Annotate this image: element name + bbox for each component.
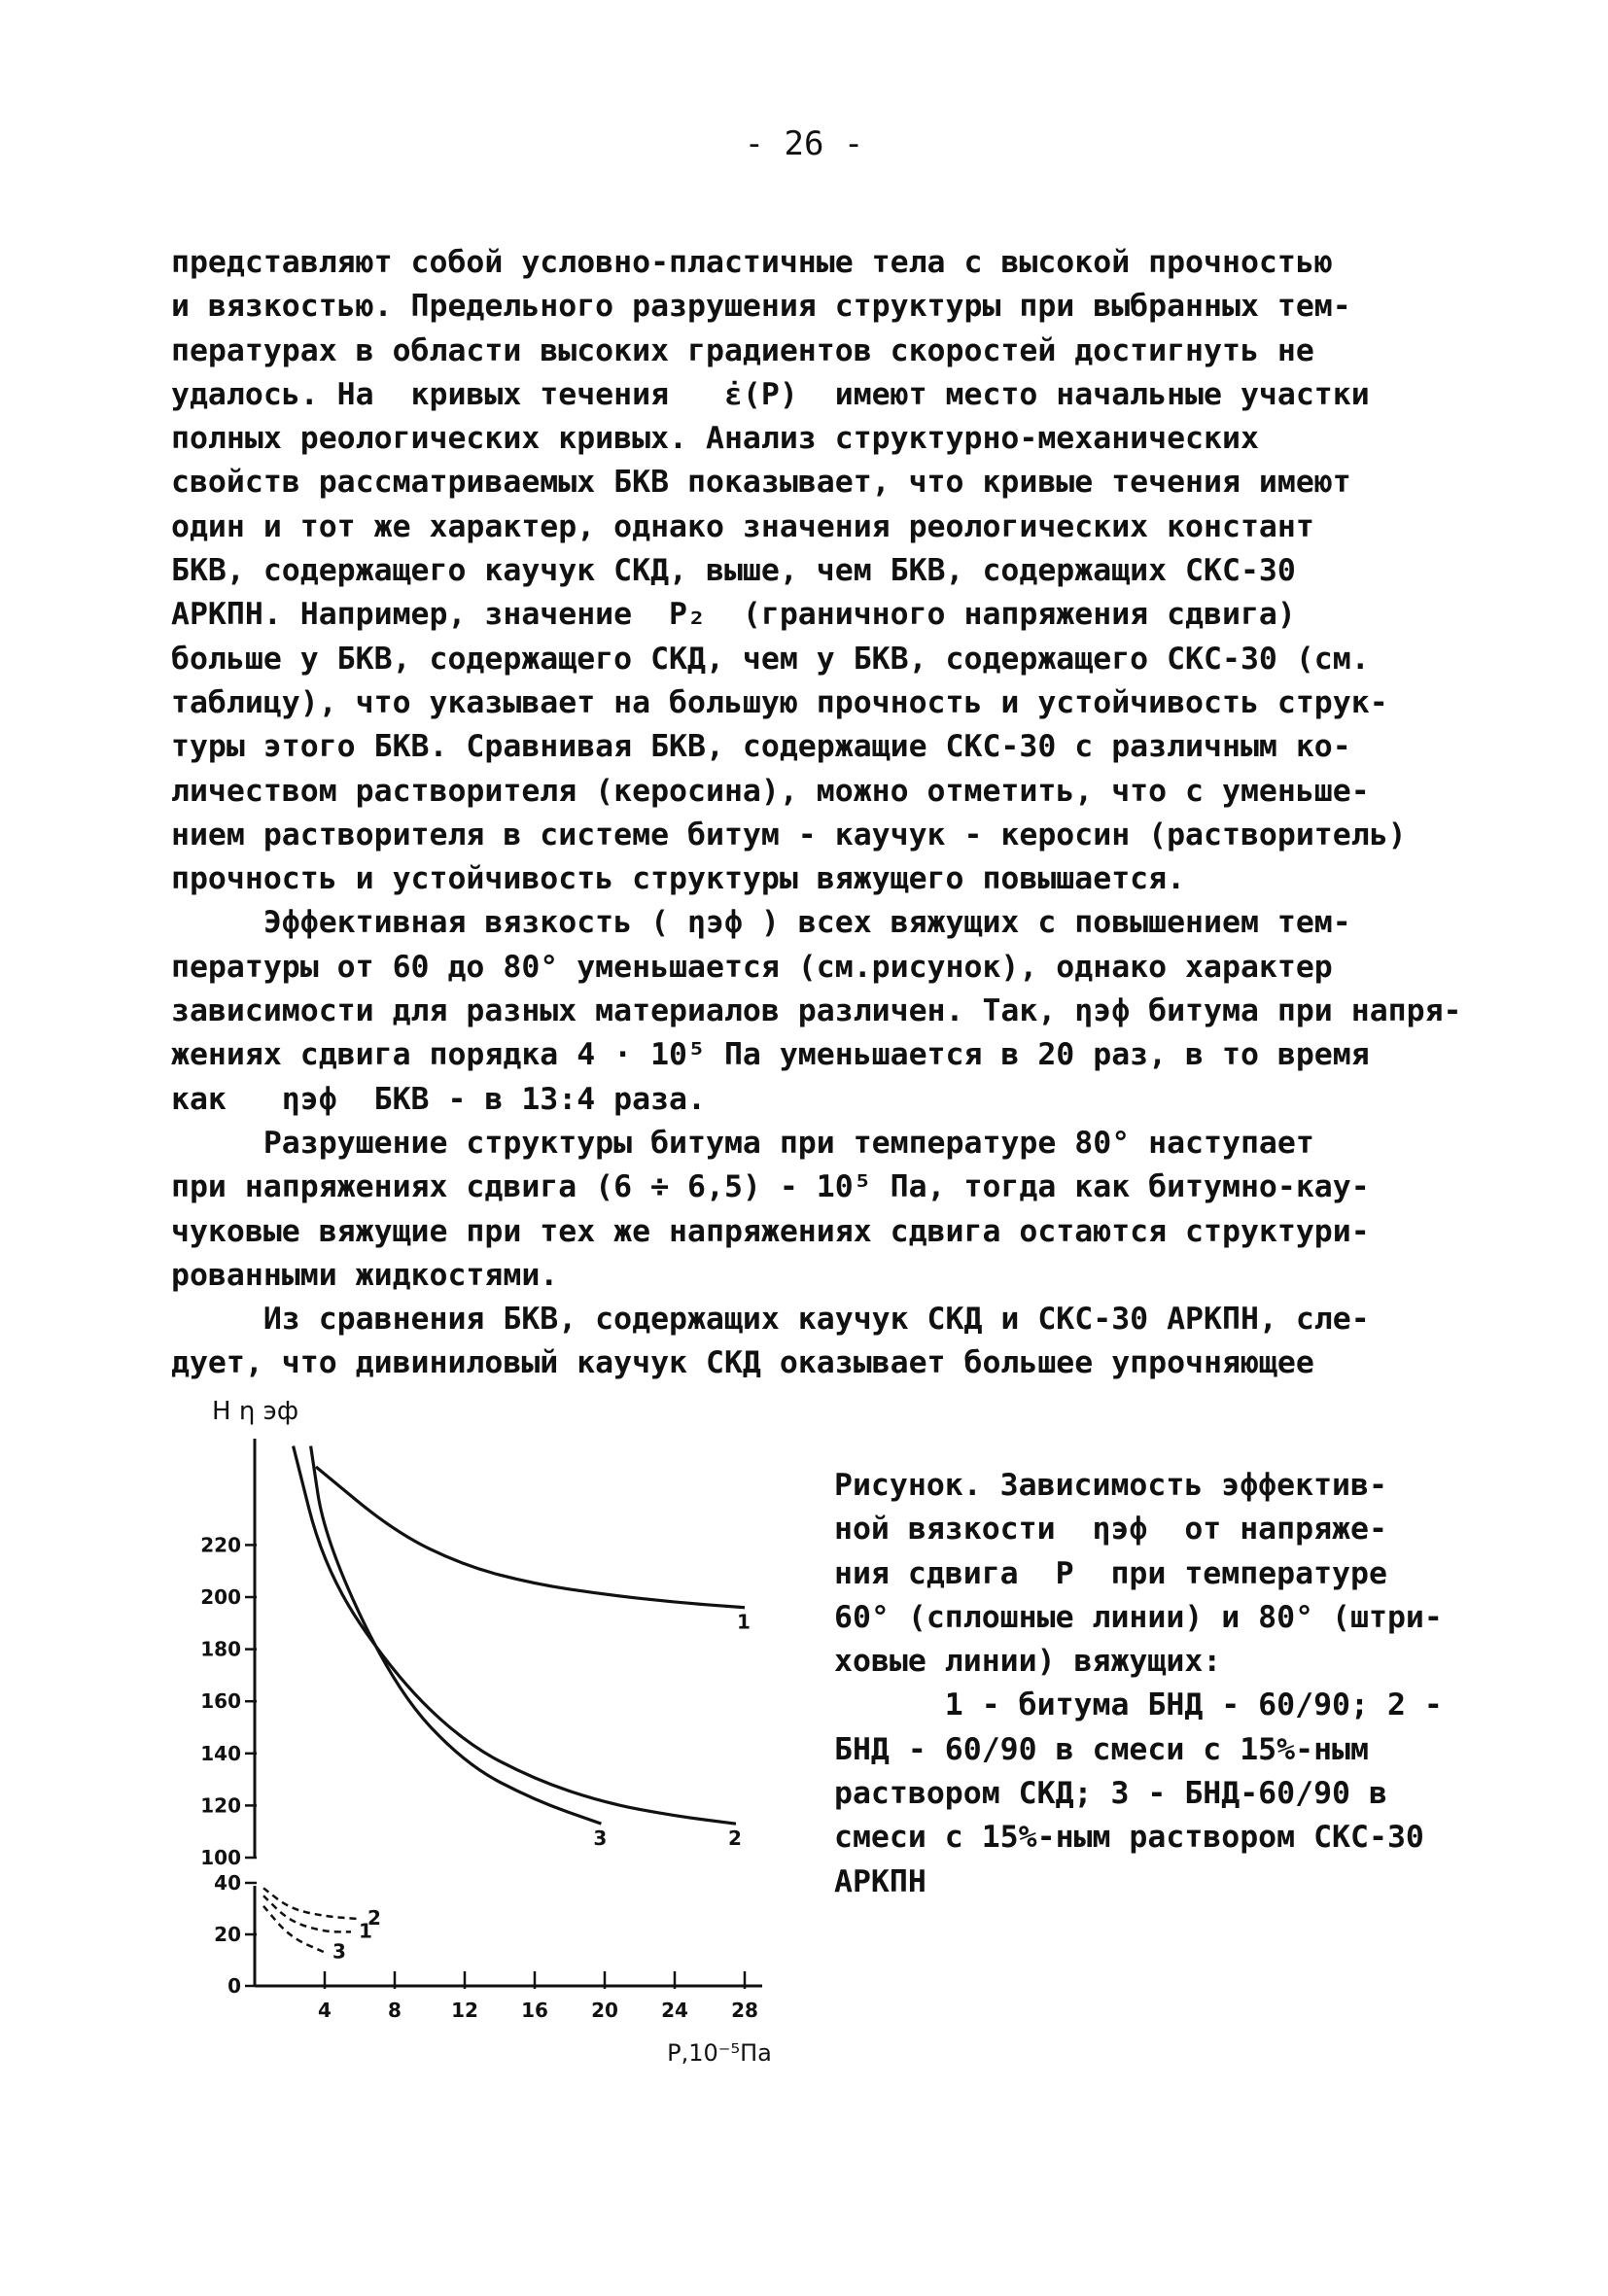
- body-line: и вязкостью. Предельного разрушения структуры при выбранных тем-: [171, 289, 1351, 325]
- caption-line: ной вязкости ηэф от напряже-: [834, 1512, 1387, 1548]
- y-tick-label: 20: [214, 1923, 241, 1946]
- viscosity-chart: [146, 1390, 846, 2139]
- y-tick-label: 180: [200, 1637, 241, 1661]
- y-tick-label: 120: [200, 1793, 241, 1818]
- curve-label: 3: [332, 1939, 346, 1964]
- curve-label: 3: [593, 1826, 608, 1851]
- x-tick-label: 16: [521, 1999, 548, 2022]
- curve-label: 2: [728, 1826, 742, 1851]
- figure-caption: [834, 1464, 1456, 1904]
- body-line: рованными жидкостями.: [171, 1257, 559, 1293]
- body-line: пературы от 60 до 80° уменьшается (см.рисунок), однако характер: [171, 949, 1333, 985]
- body-line: прочность и устойчивость структуры вяжущего повышается.: [171, 861, 1186, 897]
- body-line: чуковые вяжущие при тех же напряжениях сдвига остаются структури-: [171, 1213, 1370, 1249]
- body-line: туры этого БКВ. Сравнивая БКВ, содержащие СКС-30 с различным ко-: [171, 729, 1351, 765]
- y-tick-label: 200: [200, 1585, 241, 1609]
- body-line: таблицу), что указывает на большую прочность и устойчивость струк-: [171, 684, 1388, 720]
- body-line: дует, что дивиниловый каучук СКД оказывает большее упрочняющее: [171, 1345, 1314, 1381]
- caption-line: АРКПН: [834, 1863, 926, 1899]
- x-tick-label: 24: [661, 1999, 688, 2022]
- curve-label: 1: [737, 1610, 751, 1634]
- curve-dashed-1: [263, 1896, 351, 1931]
- curve-label: 2: [367, 1906, 381, 1931]
- caption-line: БНД - 60/90 в смеси с 15%-ным: [834, 1731, 1369, 1767]
- caption-line: раствором СКД; 3 - БНД-60/90 в: [834, 1776, 1387, 1812]
- body-line: личеством растворителя (керосина), можно отметить, что с уменьше-: [171, 773, 1370, 809]
- page-number: - 26 -: [744, 124, 864, 163]
- y-tick-label: 0: [227, 1974, 241, 1998]
- body-line: один и тот же характер, однако значения реологических констант: [171, 508, 1314, 544]
- y-tick-label: 40: [214, 1871, 241, 1895]
- body-line: при напряжениях сдвига (6 ÷ 6,5) - 10⁵ Па, тогда как битумно-кау-: [171, 1169, 1370, 1205]
- body-line: представляют собой условно-пластичные тела с высокой прочностью: [171, 245, 1333, 280]
- body-line: АРКПН. Например, значение P₂ (граничного напряжения сдвига): [171, 597, 1296, 633]
- x-tick-label: 28: [731, 1999, 758, 2022]
- body-line: удалось. На кривых течения ε̇(P) имеют место начальные участки: [171, 376, 1370, 412]
- y-axis-label: H η эф: [212, 1397, 299, 1426]
- x-tick-label: 20: [591, 1999, 618, 2022]
- caption-line: ния сдвига P при температуре: [834, 1555, 1387, 1591]
- body-line: Эффективная вязкость ( ηэф ) всех вяжущих с повышением тем-: [171, 905, 1351, 941]
- curve-solid-3: [311, 1446, 602, 1825]
- body-line: больше у БКВ, содержащего СКД, чем у БКВ, содержащего СКС-30 (см.: [171, 641, 1370, 677]
- body-line: как ηэф БКВ - в 13:4 раза.: [171, 1081, 706, 1117]
- body-line: свойств рассматриваемых БКВ показывает, что кривые течения имеют: [171, 465, 1351, 501]
- x-tick-label: 8: [388, 1999, 402, 2022]
- curve-solid-1: [316, 1467, 745, 1608]
- curve-label: 1: [359, 1919, 372, 1943]
- x-tick-label: 12: [451, 1999, 478, 2022]
- body-line: жениях сдвига порядка 4 · 10⁵ Па уменьшается в 20 раз, в то время: [171, 1037, 1370, 1073]
- x-axis-label: P,10⁻⁵Па: [667, 2039, 772, 2067]
- y-tick-label: 220: [200, 1533, 241, 1557]
- y-tick-label: 100: [200, 1846, 241, 1869]
- x-tick-label: 4: [318, 1999, 332, 2022]
- body-text: [171, 241, 1462, 1386]
- body-line: БКВ, содержащего каучук СКД, выше, чем БКВ, содержащих СКС-30: [171, 553, 1296, 589]
- body-line: зависимости для разных материалов различен. Так, ηэф битума при напря-: [171, 993, 1462, 1029]
- y-tick-label: 160: [200, 1689, 241, 1714]
- caption-line: смеси с 15%-ным раствором СКС-30: [834, 1820, 1424, 1856]
- caption-line: Рисунок. Зависимость эффектив-: [834, 1468, 1387, 1503]
- body-line: нием растворителя в системе битум - каучук - керосин (растворитель): [171, 817, 1407, 852]
- body-line: Разрушение структуры битума при температуре 80° наступает: [171, 1125, 1314, 1161]
- y-tick-label: 140: [200, 1741, 241, 1765]
- caption-line: 60° (сплошные линии) и 80° (штри-: [834, 1599, 1443, 1635]
- body-line: Из сравнения БКВ, содержащих каучук СКД и СКС-30 АРКПН, сле-: [171, 1302, 1370, 1338]
- body-line: полных реологических кривых. Анализ структурно-механических: [171, 421, 1259, 457]
- caption-line: 1 - битума БНД - 60/90; 2 -: [834, 1687, 1443, 1723]
- curve-dashed-2: [263, 1888, 360, 1919]
- caption-line: ховые линии) вяжущих:: [834, 1644, 1222, 1680]
- body-line: пературах в области высоких градиентов скоростей достигнуть не: [171, 332, 1314, 368]
